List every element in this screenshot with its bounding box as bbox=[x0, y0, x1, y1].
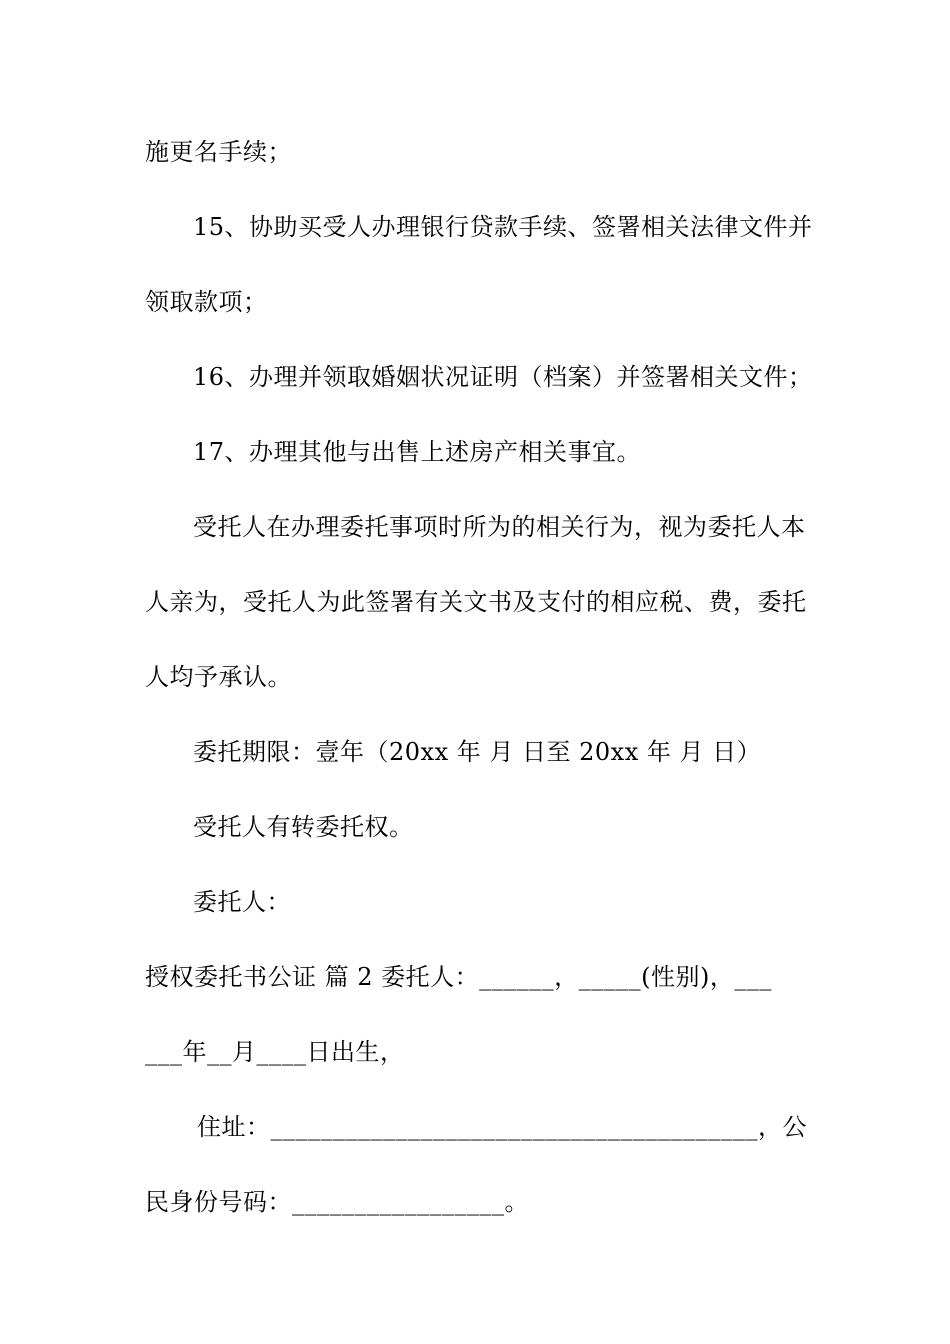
section-heading-line: 授权委托书公证 篇 2 委托人：______，_____(性别)，___ bbox=[145, 963, 772, 991]
birth-date-line: ___年__月____日出生， bbox=[145, 1038, 405, 1066]
id-number-line: 民身份号码：_________________。 bbox=[145, 1188, 529, 1216]
term-line: 委托期限：壹年（20xx 年 月 日至 20xx 年 月 日） bbox=[193, 738, 762, 766]
list-item-17: 17、办理其他与出售上述房产相关事宜。 bbox=[193, 438, 642, 466]
text-line-1: 施更名手续； bbox=[145, 138, 292, 166]
text-line-3: 领取款项； bbox=[145, 288, 268, 316]
principal-label: 委托人： bbox=[193, 888, 291, 916]
address-line: 住址：_______________________________________，公 bbox=[197, 1113, 807, 1141]
paragraph-line-3: 人均予承认。 bbox=[145, 663, 292, 691]
sub-delegation-line: 受托人有转委托权。 bbox=[193, 813, 414, 841]
paragraph-line-2: 人亲为，受托人为此签署有关文书及支付的相应税、费，委托 bbox=[145, 588, 807, 616]
list-item-15: 15、协助买受人办理银行贷款手续、签署相关法律文件并 bbox=[193, 213, 813, 241]
paragraph-line-1: 受托人在办理委托事项时所为的相关行为，视为委托人本 bbox=[193, 513, 806, 541]
list-item-16: 16、办理并领取婚姻状况证明（档案）并签署相关文件； bbox=[193, 363, 813, 391]
